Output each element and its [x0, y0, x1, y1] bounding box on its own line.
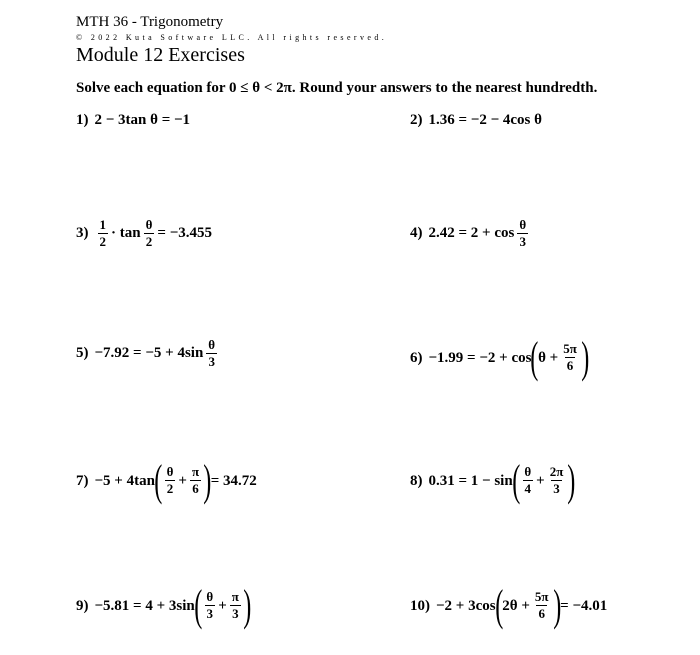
numerator: θ — [206, 589, 214, 605]
problem-number: 10) — [410, 597, 430, 614]
problem-2 — [410, 112, 542, 129]
right-paren: ) — [552, 581, 561, 630]
fraction — [165, 465, 176, 497]
fraction — [204, 590, 215, 622]
equation: 0.31 = 1 − sin — [428, 472, 513, 489]
equation: 1.36 = −2 − 4cos θ — [428, 112, 542, 128]
fraction — [230, 590, 241, 622]
right-paren: ) — [567, 456, 576, 505]
problem-number: 7) — [76, 472, 89, 489]
right-hand-side: = 34.72 — [210, 472, 257, 489]
plus-sign: + — [218, 597, 227, 614]
numerator: 5π — [563, 341, 577, 357]
denominator: 3 — [553, 481, 560, 496]
right-paren: ) — [581, 333, 590, 382]
problem-7 — [76, 456, 257, 505]
plus-sign: + — [178, 472, 187, 489]
equation: −1.99 = −2 + cos — [428, 349, 532, 366]
problem-4 — [410, 218, 531, 250]
numerator: π — [231, 589, 239, 605]
left-paren: ( — [154, 456, 163, 505]
fraction — [522, 465, 533, 497]
problem-number: 1) — [76, 112, 89, 128]
problem-number: 2) — [410, 112, 423, 128]
problem-9 — [76, 581, 252, 630]
fraction — [98, 218, 109, 250]
numerator: θ — [145, 217, 153, 232]
fraction — [548, 465, 566, 497]
numerator: θ — [166, 464, 174, 480]
equation: 2.42 = 2 + cos — [428, 225, 515, 242]
fraction — [144, 218, 155, 250]
page-title: Module 12 Exercises — [76, 44, 245, 66]
course-title: MTH 36 - Trigonometry — [76, 14, 224, 30]
right-paren: ) — [203, 456, 212, 505]
problem-number: 9) — [76, 597, 89, 614]
plus-sign: + — [536, 472, 545, 489]
problem-1 — [76, 112, 190, 129]
numerator: θ — [519, 217, 527, 232]
fraction — [190, 465, 201, 497]
denominator: 3 — [208, 353, 215, 369]
fraction — [517, 218, 528, 250]
denominator: 6 — [192, 481, 199, 496]
denominator: 2 — [99, 233, 106, 249]
numerator: π — [191, 464, 200, 480]
inner-term: θ + — [538, 349, 559, 366]
numerator: θ — [208, 337, 216, 352]
denominator: 2 — [145, 233, 153, 249]
problem-number: 5) — [76, 345, 89, 362]
equation: −5.81 = 4 + 3sin — [94, 597, 195, 614]
problem-number: 6) — [410, 349, 423, 366]
denominator: 6 — [538, 606, 545, 621]
numerator: θ — [524, 464, 532, 480]
equation: −5 + 4tan — [94, 472, 155, 489]
fraction — [561, 342, 579, 374]
left-paren: ( — [512, 456, 521, 505]
problem-6 — [410, 333, 590, 382]
denominator: 3 — [206, 606, 214, 621]
left-paren: ( — [194, 581, 203, 630]
numerator: 2π — [549, 464, 564, 480]
equation: −2 + 3cos — [436, 597, 496, 614]
left-paren: ( — [530, 333, 539, 382]
numerator: 5π — [534, 589, 549, 605]
problem-10 — [410, 581, 608, 630]
numerator: 1 — [99, 217, 106, 232]
right-paren: ) — [243, 581, 252, 630]
copyright-notice: © 2022 Kuta Software LLC. All rights reserved. — [76, 33, 388, 42]
problem-number: 4) — [410, 225, 423, 242]
instructions: Solve each equation for 0 ≤ θ < 2π. Round your answers to the nearest hundredth. — [76, 80, 598, 96]
left-paren: ( — [494, 581, 503, 630]
equation: −7.92 = −5 + 4sin — [94, 345, 204, 362]
right-hand-side: = −4.01 — [560, 597, 608, 614]
fraction — [206, 338, 217, 370]
denominator: 4 — [524, 481, 531, 496]
denominator: 6 — [566, 358, 574, 373]
problem-8 — [410, 456, 576, 505]
problem-5 — [76, 338, 220, 370]
problem-number: 8) — [410, 472, 423, 489]
operator: · tan — [111, 225, 141, 242]
right-hand-side: = −3.455 — [157, 225, 212, 242]
fraction — [533, 590, 551, 622]
problem-number: 3) — [76, 225, 89, 242]
problem-3 — [76, 218, 212, 250]
inner-term: 2θ + — [502, 597, 530, 614]
equation: 2 − 3tan θ = −1 — [94, 112, 191, 128]
denominator: 3 — [519, 233, 526, 249]
denominator: 2 — [166, 481, 174, 496]
denominator: 3 — [232, 606, 239, 621]
